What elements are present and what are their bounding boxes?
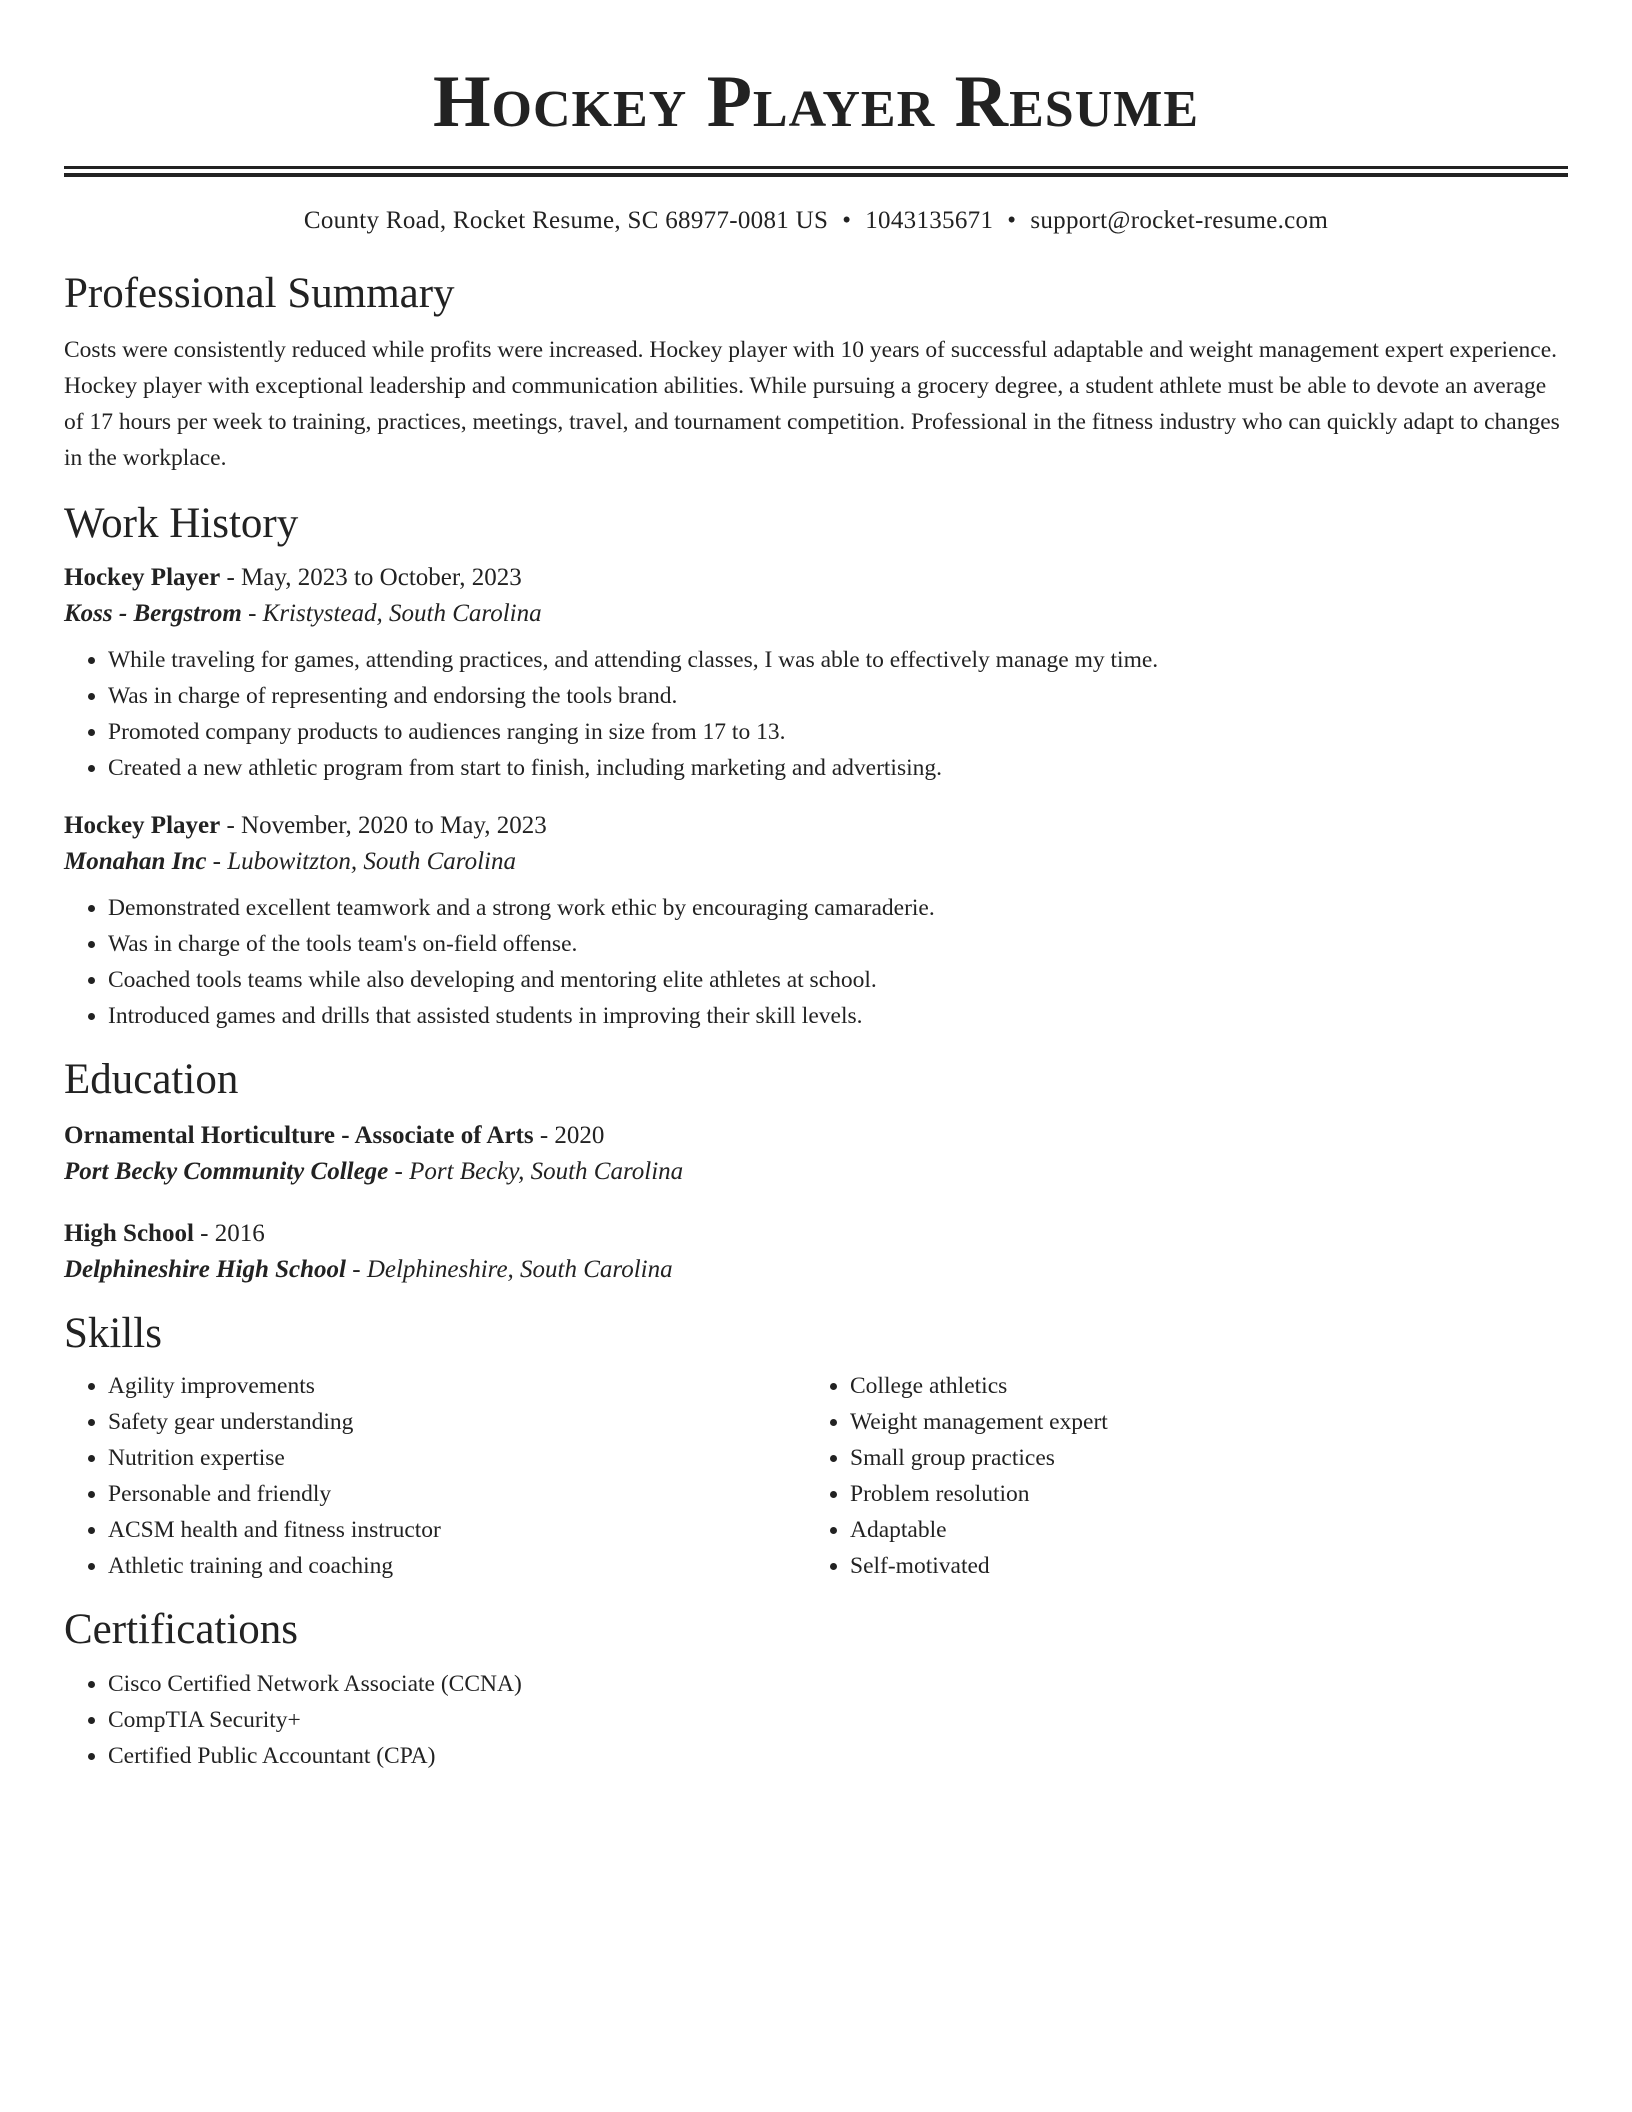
job-company: Monahan Inc xyxy=(64,848,207,875)
skills-column-right xyxy=(806,1368,1548,1584)
certifications-list xyxy=(64,1666,1568,1774)
education-school-line xyxy=(64,1154,1568,1190)
job-bullet: • Introduced games and drills that assisted students in improving their skill levels. xyxy=(108,998,1568,1034)
title-divider xyxy=(64,166,1568,177)
job-role: Hockey Player xyxy=(64,812,221,839)
resume-title: Hockey Player Resume xyxy=(432,61,1200,143)
contact-separator: • xyxy=(1007,207,1017,234)
job-location: - Lubowitzton, South Carolina xyxy=(206,848,516,875)
job-company-line xyxy=(64,596,1568,632)
job-bullet-list xyxy=(64,890,1568,1034)
education-entry xyxy=(64,1216,1568,1288)
skill-item: • Athletic training and coaching xyxy=(108,1548,806,1584)
skills-column-left xyxy=(64,1368,806,1584)
education-degree-line xyxy=(64,1118,1568,1154)
job-company: Koss - Bergstrom xyxy=(64,600,242,627)
certification-item: • CompTIA Security+ xyxy=(108,1702,1568,1738)
job-dates: - May, 2023 to October, 2023 xyxy=(220,564,522,591)
education-degree-line xyxy=(64,1216,1568,1252)
education-degree: High School xyxy=(64,1220,194,1247)
job-dates: - November, 2020 to May, 2023 xyxy=(220,812,547,839)
education-school: Port Becky Community College xyxy=(64,1158,389,1185)
skill-item: • Weight management expert xyxy=(850,1404,1548,1440)
section-heading-education: Education xyxy=(64,1056,239,1103)
section-heading-work-history: Work History xyxy=(64,500,299,547)
skill-item: • Small group practices xyxy=(850,1440,1548,1476)
skill-item: • Self-motivated xyxy=(850,1548,1548,1584)
education-school: Delphineshire High School xyxy=(64,1256,346,1283)
skill-item: • Adaptable xyxy=(850,1512,1548,1548)
contact-phone: 1043135671 xyxy=(865,207,994,234)
job-bullet: • While traveling for games, attending practices, and attending classes, I was able to effectively manage my time. xyxy=(108,642,1568,678)
education-year: - 2020 xyxy=(533,1122,605,1149)
education-school-line xyxy=(64,1252,1568,1288)
job-bullet: • Promoted company products to audiences ranging in size from 17 to 13. xyxy=(108,714,1568,750)
skill-item: • Problem resolution xyxy=(850,1476,1548,1512)
job-bullet: • Demonstrated excellent teamwork and a strong work ethic by encouraging camaraderie. xyxy=(108,890,1568,926)
job-company-line xyxy=(64,844,1568,880)
certification-item: • Certified Public Accountant (CPA) xyxy=(108,1738,1568,1774)
education-location: - Delphineshire, South Carolina xyxy=(346,1256,673,1283)
skill-item: • Personable and friendly xyxy=(108,1476,806,1512)
education-degree: Ornamental Horticulture - Associate of Arts xyxy=(64,1122,534,1149)
contact-separator: • xyxy=(842,207,852,234)
skill-item: • ACSM health and fitness instructor xyxy=(108,1512,806,1548)
skill-item: • Agility improvements xyxy=(108,1368,806,1404)
education-entry xyxy=(64,1118,1568,1190)
skill-item: • College athletics xyxy=(850,1368,1548,1404)
job-bullet: • Was in charge of the tools team's on-field offense. xyxy=(108,926,1568,962)
section-heading-certifications: Certifications xyxy=(64,1606,299,1653)
job-bullet: • Was in charge of representing and endorsing the tools brand. xyxy=(108,678,1568,714)
education-year: - 2016 xyxy=(193,1220,265,1247)
job-bullet-list xyxy=(64,642,1568,786)
certification-item: • Cisco Certified Network Associate (CCNA) xyxy=(108,1666,1568,1702)
job-role: Hockey Player xyxy=(64,564,221,591)
work-entry xyxy=(64,560,1568,786)
contact-email: support@rocket-resume.com xyxy=(1030,207,1329,234)
work-entry xyxy=(64,808,1568,1034)
contact-line xyxy=(64,204,1568,238)
summary-paragraph: Costs were consistently reduced while profits were increased. Hockey player with 10 years of successful adaptable and weight management expert experience. Hockey player with exceptional leadership and communication abilities. While pursuing a grocery degree, a student athlete must be able to devote an average of 17 hours per week to training, practices, meetings, travel, and tournament competition. Professional in the fitness industry who can quickly adapt to changes in the workplace. xyxy=(64,337,1560,471)
section-heading-skills: Skills xyxy=(64,1310,162,1357)
education-location: - Port Becky, South Carolina xyxy=(388,1158,684,1185)
skills-grid xyxy=(64,1368,1568,1584)
contact-address: County Road, Rocket Resume, SC 68977-0081 US xyxy=(303,207,829,234)
section-heading-summary: Professional Summary xyxy=(64,270,455,317)
skill-item: • Safety gear understanding xyxy=(108,1404,806,1440)
job-bullet: • Created a new athletic program from start to finish, including marketing and advertising. xyxy=(108,750,1568,786)
job-title-line xyxy=(64,808,1568,844)
job-title-line xyxy=(64,560,1568,596)
job-location: - Kristystead, South Carolina xyxy=(241,600,542,627)
skill-item: • Nutrition expertise xyxy=(108,1440,806,1476)
job-bullet: • Coached tools teams while also developing and mentoring elite athletes at school. xyxy=(108,962,1568,998)
